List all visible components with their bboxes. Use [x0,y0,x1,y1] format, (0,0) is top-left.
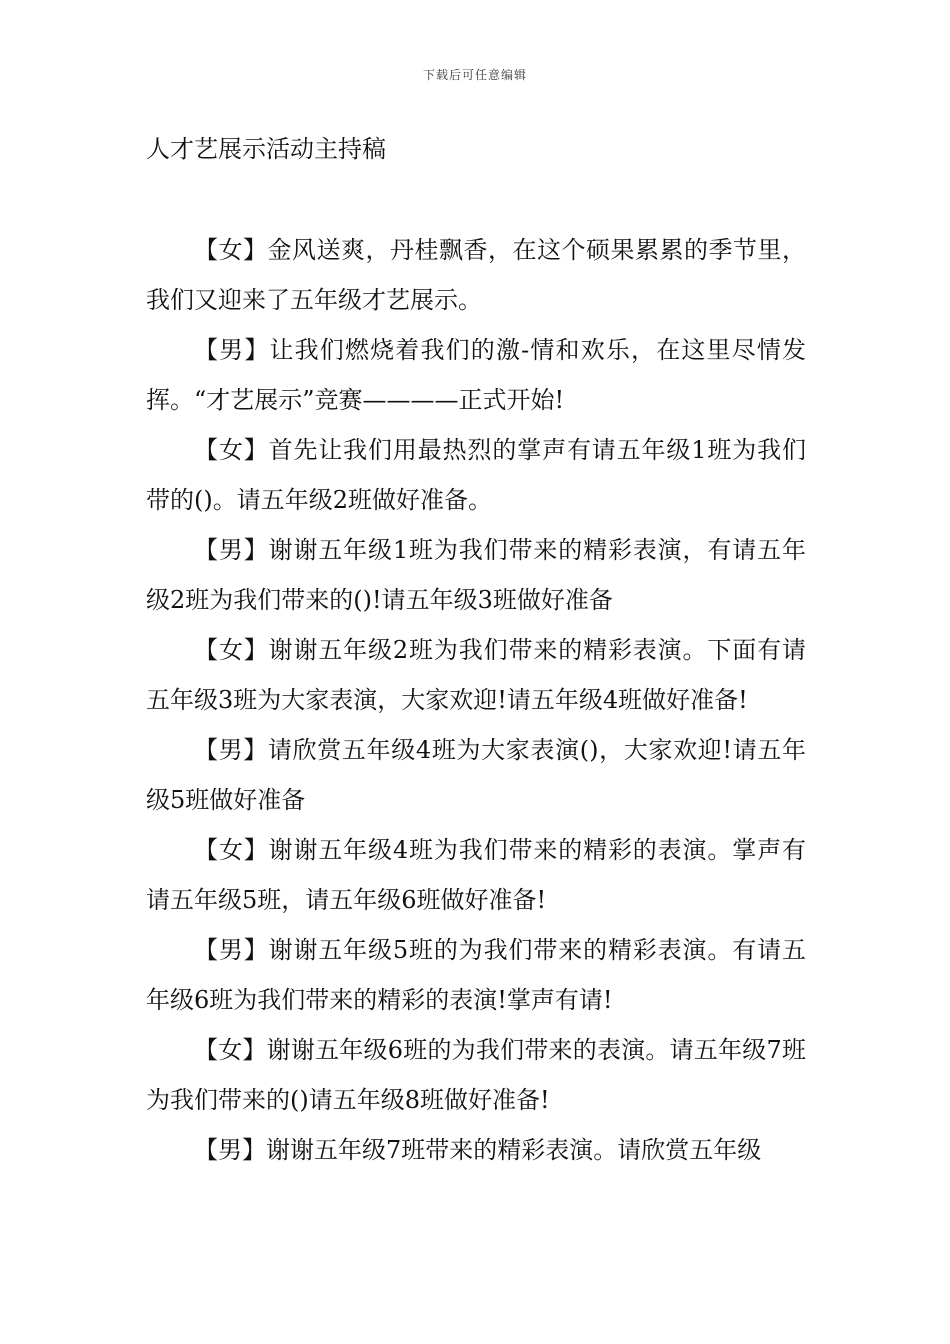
paragraph-7: 【女】谢谢五年级4班为我们带来的精彩的表演。掌声有请五年级5班，请五年级6班做好准备! [146,836,806,914]
paragraph-6: 【男】请欣赏五年级4班为大家表演()，大家欢迎!请五年级5班做好准备 [146,736,806,814]
document-title: 人才艺展示活动主持稿 [146,135,386,163]
paragraph-3: 【女】首先让我们用最热烈的掌声有请五年级1班为我们带的()。请五年级2班做好准备。 [146,436,806,514]
paragraph-2: 【男】让我们燃烧着我们的激-情和欢乐，在这里尽情发挥。“才艺展示”竞赛————正式开始! [146,336,806,414]
paragraph-8: 【男】谢谢五年级5班的为我们带来的精彩表演。有请五年级6班为我们带来的精彩的表演!掌声有请! [146,936,806,1014]
paragraph-1: 【女】金风送爽，丹桂飘香，在这个硕果累累的季节里，我们又迎来了五年级才艺展示。 [146,236,806,314]
header-note: 下载后可任意编辑 [422,68,527,82]
paragraph-4: 【男】谢谢五年级1班为我们带来的精彩表演，有请五年级2班为我们带来的()!请五年级3班做好准备 [146,536,806,614]
paragraph-10: 【男】谢谢五年级7班带来的精彩表演。请欣赏五年级 [194,1136,762,1164]
document-body [146,225,806,1175]
paragraph-5: 【女】谢谢五年级2班为我们带来的精彩表演。下面有请五年级3班为大家表演，大家欢迎!请五年级4班做好准备! [146,636,806,714]
paragraph-9: 【女】谢谢五年级6班的为我们带来的表演。请五年级7班为我们带来的()请五年级8班做好准备! [146,1036,806,1114]
